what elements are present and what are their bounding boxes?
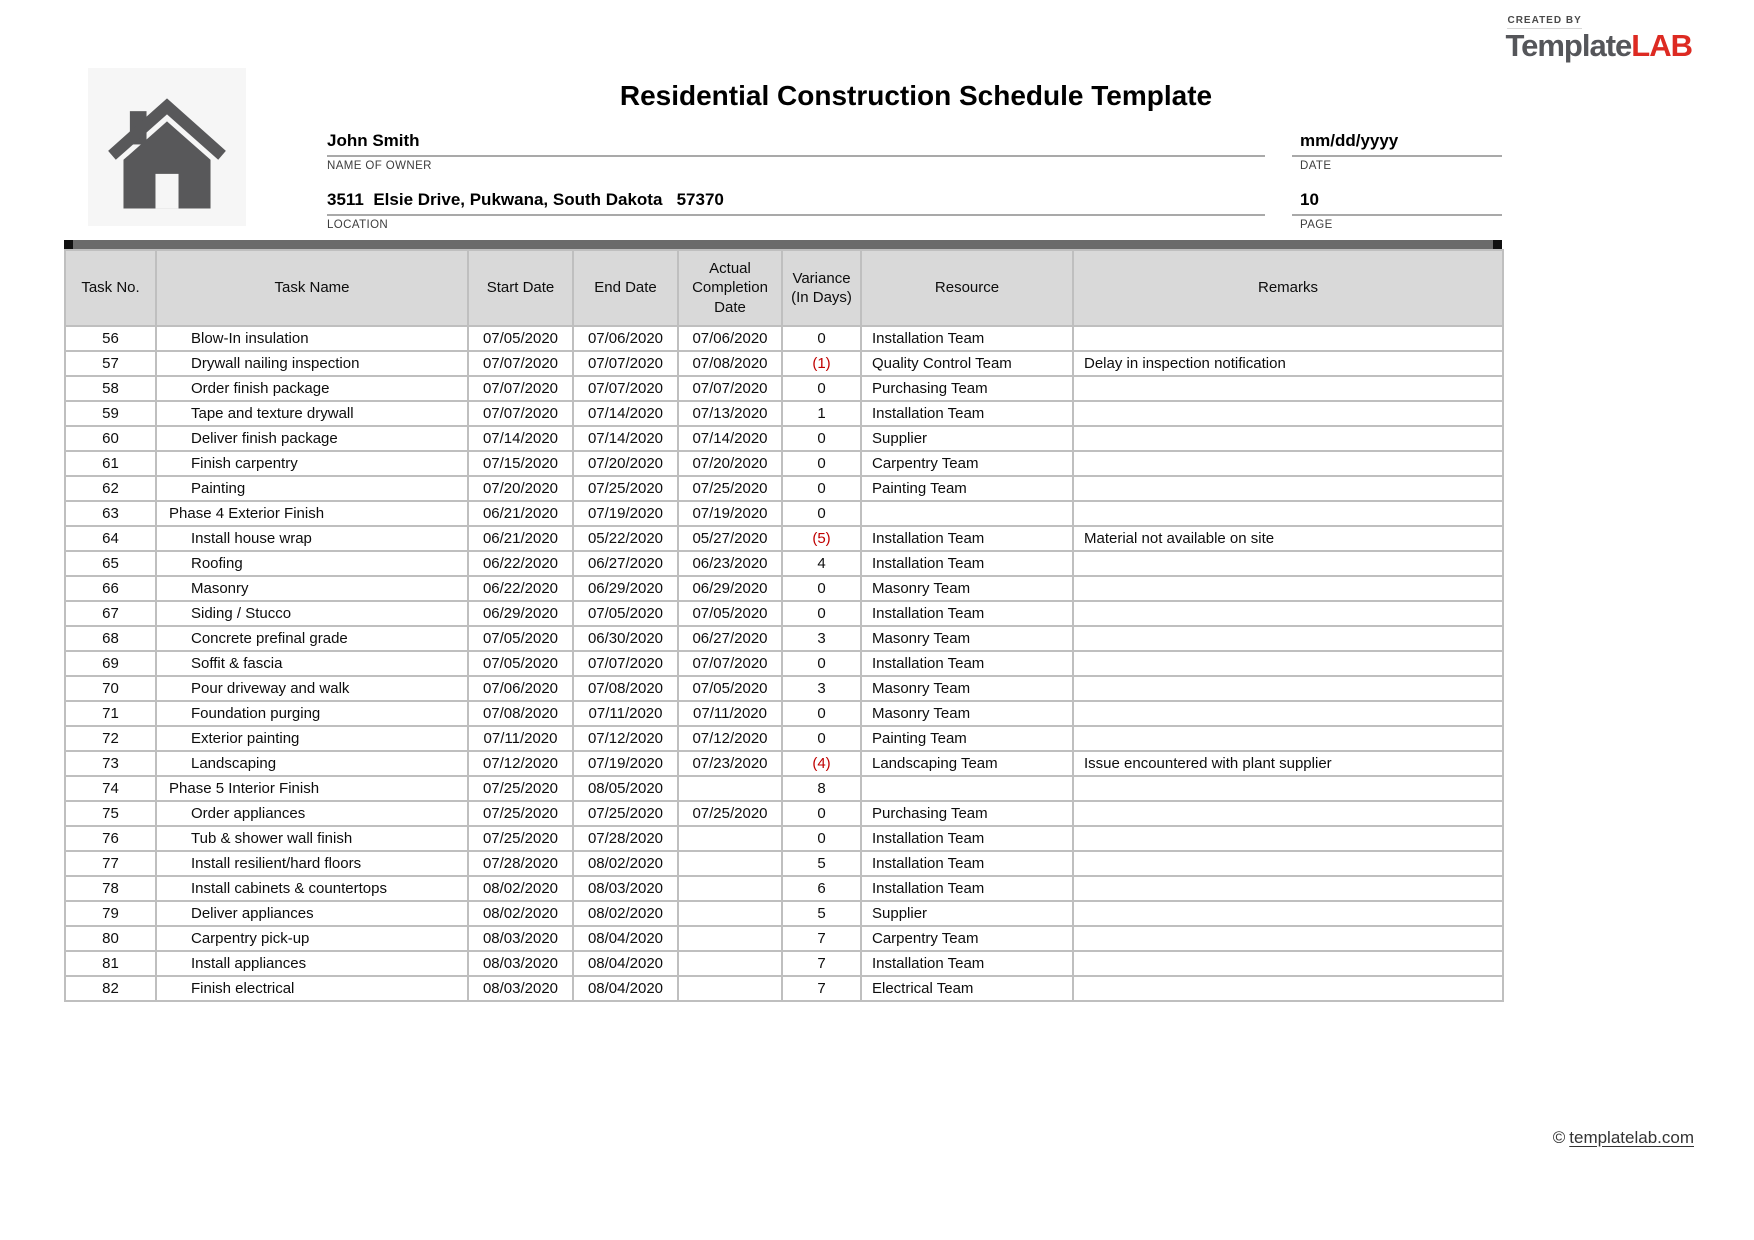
actual-completion-cell: 07/25/2020 [678, 476, 782, 501]
schedule-table-header [65, 250, 1503, 326]
task-no-cell: 81 [65, 951, 156, 976]
variance-cell: 5 [782, 851, 861, 876]
table-top-bar [64, 240, 1502, 249]
actual-completion-cell: 07/25/2020 [678, 801, 782, 826]
variance-cell: 3 [782, 626, 861, 651]
variance-cell: 0 [782, 726, 861, 751]
task-no-cell: 77 [65, 851, 156, 876]
variance-cell: 4 [782, 551, 861, 576]
resource-cell: Installation Team [861, 401, 1073, 426]
task-name-cell: Roofing [156, 551, 468, 576]
remarks-cell [1073, 826, 1503, 851]
actual-completion-cell: 07/12/2020 [678, 726, 782, 751]
variance-cell: (5) [782, 526, 861, 551]
remarks-cell: Delay in inspection notification [1073, 351, 1503, 376]
variance-cell: 0 [782, 576, 861, 601]
owner-label: NAME OF OWNER [327, 160, 432, 172]
remarks-cell [1073, 676, 1503, 701]
task-no-cell: 80 [65, 926, 156, 951]
start-date-cell: 08/02/2020 [468, 901, 573, 926]
remarks-cell [1073, 776, 1503, 801]
task-no-cell: 82 [65, 976, 156, 1001]
variance-cell: 0 [782, 376, 861, 401]
table-row [65, 451, 1503, 476]
remarks-cell [1073, 426, 1503, 451]
house-icon-svg [103, 83, 231, 211]
resource-cell: Quality Control Team [861, 351, 1073, 376]
remarks-cell: Issue encountered with plant supplier [1073, 751, 1503, 776]
end-date-cell: 07/19/2020 [573, 501, 678, 526]
actual-completion-cell: 06/23/2020 [678, 551, 782, 576]
variance-cell: 1 [782, 401, 861, 426]
start-date-cell: 07/07/2020 [468, 376, 573, 401]
task-no-cell: 72 [65, 726, 156, 751]
schedule-table [64, 249, 1504, 1002]
start-date-cell: 06/22/2020 [468, 551, 573, 576]
remarks-cell [1073, 576, 1503, 601]
variance-cell: 0 [782, 451, 861, 476]
remarks-cell: Material not available on site [1073, 526, 1503, 551]
actual-completion-cell: 07/11/2020 [678, 701, 782, 726]
task-name-cell: Carpentry pick-up [156, 926, 468, 951]
start-date-cell: 06/21/2020 [468, 501, 573, 526]
resource-cell [861, 776, 1073, 801]
end-date-cell: 07/19/2020 [573, 751, 678, 776]
actual-completion-cell [678, 776, 782, 801]
remarks-cell [1073, 601, 1503, 626]
task-no-cell: 56 [65, 326, 156, 351]
end-date-cell: 08/02/2020 [573, 901, 678, 926]
task-no-cell: 79 [65, 901, 156, 926]
task-name-cell: Foundation purging [156, 701, 468, 726]
page-title: Residential Construction Schedule Template [619, 80, 1213, 111]
task-name-cell: Install resilient/hard floors [156, 851, 468, 876]
start-date-cell: 06/29/2020 [468, 601, 573, 626]
end-date-cell: 05/22/2020 [573, 526, 678, 551]
table-row [65, 751, 1503, 776]
table-row [65, 776, 1503, 801]
variance-cell: 7 [782, 926, 861, 951]
start-date-cell: 07/25/2020 [468, 776, 573, 801]
date-underline [1292, 155, 1502, 157]
task-no-cell: 68 [65, 626, 156, 651]
remarks-cell [1073, 376, 1503, 401]
variance-cell: 0 [782, 801, 861, 826]
task-no-cell: 75 [65, 801, 156, 826]
task-no-cell: 60 [65, 426, 156, 451]
remarks-cell [1073, 726, 1503, 751]
end-date-cell: 07/07/2020 [573, 351, 678, 376]
task-name-cell: Phase 4 Exterior Finish [156, 501, 468, 526]
start-date-cell: 08/03/2020 [468, 976, 573, 1001]
table-row [65, 501, 1503, 526]
actual-completion-cell: 06/27/2020 [678, 626, 782, 651]
variance-cell: 0 [782, 701, 861, 726]
resource-cell: Carpentry Team [861, 451, 1073, 476]
resource-cell: Landscaping Team [861, 751, 1073, 776]
date-field [1292, 131, 1502, 172]
end-date-cell: 07/28/2020 [573, 826, 678, 851]
task-name-cell: Blow-In insulation [156, 326, 468, 351]
remarks-cell [1073, 326, 1503, 351]
table-row [65, 376, 1503, 401]
resource-cell: Painting Team [861, 726, 1073, 751]
start-date-cell: 06/22/2020 [468, 576, 573, 601]
page-underline [1292, 214, 1502, 216]
table-row [65, 726, 1503, 751]
start-date-cell: 07/05/2020 [468, 651, 573, 676]
actual-completion-cell: 07/14/2020 [678, 426, 782, 451]
table-row [65, 826, 1503, 851]
copyright-symbol: © [1552, 1128, 1566, 1147]
table-row [65, 401, 1503, 426]
variance-cell: 7 [782, 976, 861, 1001]
end-date-cell: 08/03/2020 [573, 876, 678, 901]
task-name-cell: Masonry [156, 576, 468, 601]
task-name-cell: Deliver appliances [156, 901, 468, 926]
end-date-cell: 07/12/2020 [573, 726, 678, 751]
table-row [65, 701, 1503, 726]
variance-cell: (1) [782, 351, 861, 376]
start-date-cell: 07/11/2020 [468, 726, 573, 751]
actual-completion-cell: 07/20/2020 [678, 451, 782, 476]
table-row [65, 476, 1503, 501]
actual-completion-cell: 07/08/2020 [678, 351, 782, 376]
resource-cell: Electrical Team [861, 976, 1073, 1001]
resource-cell: Installation Team [861, 826, 1073, 851]
end-date-cell: 08/04/2020 [573, 951, 678, 976]
table-row [65, 801, 1503, 826]
table-row [65, 851, 1503, 876]
end-date-cell: 07/14/2020 [573, 401, 678, 426]
variance-cell: 5 [782, 901, 861, 926]
variance-cell: 0 [782, 426, 861, 451]
variance-cell: 0 [782, 601, 861, 626]
task-no-cell: 69 [65, 651, 156, 676]
task-name-cell: Concrete prefinal grade [156, 626, 468, 651]
task-no-cell: 73 [65, 751, 156, 776]
resource-cell: Installation Team [861, 851, 1073, 876]
task-name-cell: Order finish package [156, 376, 468, 401]
remarks-cell [1073, 626, 1503, 651]
owner-field [327, 131, 1265, 172]
end-date-cell: 08/04/2020 [573, 926, 678, 951]
actual-completion-cell: 07/05/2020 [678, 601, 782, 626]
resource-cell: Installation Team [861, 951, 1073, 976]
logo-brand-red: LAB [1631, 28, 1692, 63]
remarks-cell [1073, 476, 1503, 501]
end-date-cell: 07/06/2020 [573, 326, 678, 351]
templatelab-logo [1505, 10, 1692, 61]
schedule-table-body [65, 326, 1503, 1001]
remarks-cell [1073, 651, 1503, 676]
task-name-cell: Install appliances [156, 951, 468, 976]
remarks-cell [1073, 976, 1503, 1001]
page-value: 10 [1300, 190, 1319, 209]
task-name-cell: Landscaping [156, 751, 468, 776]
resource-cell [861, 501, 1073, 526]
table-row [65, 551, 1503, 576]
start-date-cell: 07/28/2020 [468, 851, 573, 876]
variance-cell: 0 [782, 651, 861, 676]
task-no-cell: 65 [65, 551, 156, 576]
remarks-cell [1073, 801, 1503, 826]
start-date-cell: 07/05/2020 [468, 326, 573, 351]
table-row [65, 626, 1503, 651]
resource-cell: Installation Team [861, 876, 1073, 901]
location-value: 3511 Elsie Drive, Pukwana, South Dakota 57370 [327, 190, 724, 209]
end-date-cell: 06/29/2020 [573, 576, 678, 601]
end-date-cell: 08/05/2020 [573, 776, 678, 801]
end-date-cell: 07/20/2020 [573, 451, 678, 476]
remarks-cell [1073, 951, 1503, 976]
location-field [327, 190, 1265, 231]
col-header-end-date: End Date [573, 250, 678, 326]
resource-cell: Purchasing Team [861, 801, 1073, 826]
remarks-cell [1073, 851, 1503, 876]
table-row [65, 576, 1503, 601]
table-row [65, 901, 1503, 926]
task-no-cell: 62 [65, 476, 156, 501]
end-date-cell: 07/14/2020 [573, 426, 678, 451]
task-no-cell: 71 [65, 701, 156, 726]
actual-completion-cell: 07/05/2020 [678, 676, 782, 701]
end-date-cell: 07/25/2020 [573, 476, 678, 501]
start-date-cell: 07/12/2020 [468, 751, 573, 776]
variance-cell: 7 [782, 951, 861, 976]
end-date-cell: 08/04/2020 [573, 976, 678, 1001]
task-no-cell: 78 [65, 876, 156, 901]
logo-brand-gray: Template [1505, 28, 1632, 63]
table-row [65, 926, 1503, 951]
resource-cell: Supplier [861, 426, 1073, 451]
remarks-cell [1073, 701, 1503, 726]
date-value: mm/dd/yyyy [1300, 131, 1399, 150]
end-date-cell: 07/05/2020 [573, 601, 678, 626]
task-name-cell: Finish electrical [156, 976, 468, 1001]
actual-completion-cell [678, 826, 782, 851]
start-date-cell: 08/02/2020 [468, 876, 573, 901]
start-date-cell: 07/25/2020 [468, 826, 573, 851]
col-header-task-name: Task Name [156, 250, 468, 326]
actual-completion-cell: 05/27/2020 [678, 526, 782, 551]
house-icon [88, 68, 246, 226]
actual-completion-cell: 07/13/2020 [678, 401, 782, 426]
owner-underline [327, 155, 1265, 157]
col-header-start-date: Start Date [468, 250, 573, 326]
table-row [65, 426, 1503, 451]
start-date-cell: 07/14/2020 [468, 426, 573, 451]
resource-cell: Installation Team [861, 526, 1073, 551]
actual-completion-cell: 07/06/2020 [678, 326, 782, 351]
end-date-cell: 07/07/2020 [573, 376, 678, 401]
task-name-cell: Tape and texture drywall [156, 401, 468, 426]
resource-cell: Installation Team [861, 551, 1073, 576]
start-date-cell: 07/07/2020 [468, 401, 573, 426]
end-date-cell: 07/11/2020 [573, 701, 678, 726]
actual-completion-cell [678, 951, 782, 976]
task-name-cell: Pour driveway and walk [156, 676, 468, 701]
remarks-cell [1073, 451, 1503, 476]
task-name-cell: Order appliances [156, 801, 468, 826]
col-header-resource: Resource [861, 250, 1073, 326]
logo-created-by-label: CREATED BY [1507, 15, 1581, 29]
task-name-cell: Drywall nailing inspection [156, 351, 468, 376]
task-no-cell: 57 [65, 351, 156, 376]
task-name-cell: Exterior painting [156, 726, 468, 751]
task-name-cell: Painting [156, 476, 468, 501]
end-date-cell: 07/08/2020 [573, 676, 678, 701]
remarks-cell [1073, 551, 1503, 576]
resource-cell: Painting Team [861, 476, 1073, 501]
end-date-cell: 06/27/2020 [573, 551, 678, 576]
actual-completion-cell [678, 926, 782, 951]
remarks-cell [1073, 901, 1503, 926]
task-name-cell: Tub & shower wall finish [156, 826, 468, 851]
task-no-cell: 66 [65, 576, 156, 601]
col-header-variance: Variance (In Days) [782, 250, 861, 326]
remarks-cell [1073, 401, 1503, 426]
task-no-cell: 70 [65, 676, 156, 701]
table-row [65, 651, 1503, 676]
table-row [65, 326, 1503, 351]
resource-cell: Supplier [861, 901, 1073, 926]
actual-completion-cell: 07/23/2020 [678, 751, 782, 776]
resource-cell: Purchasing Team [861, 376, 1073, 401]
table-row [65, 976, 1503, 1001]
resource-cell: Masonry Team [861, 676, 1073, 701]
task-no-cell: 74 [65, 776, 156, 801]
resource-cell: Masonry Team [861, 576, 1073, 601]
variance-cell: 0 [782, 826, 861, 851]
end-date-cell: 07/07/2020 [573, 651, 678, 676]
table-row [65, 526, 1503, 551]
actual-completion-cell: 06/29/2020 [678, 576, 782, 601]
start-date-cell: 07/06/2020 [468, 676, 573, 701]
actual-completion-cell [678, 876, 782, 901]
start-date-cell: 07/08/2020 [468, 701, 573, 726]
actual-completion-cell: 07/07/2020 [678, 376, 782, 401]
task-name-cell: Install house wrap [156, 526, 468, 551]
start-date-cell: 08/03/2020 [468, 951, 573, 976]
end-date-cell: 07/25/2020 [573, 801, 678, 826]
task-no-cell: 61 [65, 451, 156, 476]
resource-cell: Installation Team [861, 651, 1073, 676]
table-row [65, 876, 1503, 901]
task-name-cell: Soffit & fascia [156, 651, 468, 676]
logo-brand [1505, 30, 1692, 61]
table-row [65, 351, 1503, 376]
start-date-cell: 06/21/2020 [468, 526, 573, 551]
actual-completion-cell: 07/07/2020 [678, 651, 782, 676]
task-no-cell: 67 [65, 601, 156, 626]
resource-cell: Masonry Team [861, 701, 1073, 726]
task-name-cell: Phase 5 Interior Finish [156, 776, 468, 801]
remarks-cell [1073, 926, 1503, 951]
col-header-actual-completion: Actual Completion Date [678, 250, 782, 326]
task-no-cell: 63 [65, 501, 156, 526]
page-label: PAGE [1300, 219, 1333, 231]
end-date-cell: 06/30/2020 [573, 626, 678, 651]
resource-cell: Masonry Team [861, 626, 1073, 651]
task-no-cell: 76 [65, 826, 156, 851]
variance-cell: 0 [782, 326, 861, 351]
start-date-cell: 07/25/2020 [468, 801, 573, 826]
start-date-cell: 07/20/2020 [468, 476, 573, 501]
task-name-cell: Install cabinets & countertops [156, 876, 468, 901]
remarks-cell [1073, 501, 1503, 526]
variance-cell: 0 [782, 476, 861, 501]
col-header-task-no: Task No. [65, 250, 156, 326]
col-header-remarks: Remarks [1073, 250, 1503, 326]
start-date-cell: 07/07/2020 [468, 351, 573, 376]
task-no-cell: 59 [65, 401, 156, 426]
table-row [65, 601, 1503, 626]
table-row [65, 676, 1503, 701]
page-field [1292, 190, 1502, 231]
start-date-cell: 07/15/2020 [468, 451, 573, 476]
actual-completion-cell: 07/19/2020 [678, 501, 782, 526]
start-date-cell: 07/05/2020 [468, 626, 573, 651]
variance-cell: 0 [782, 501, 861, 526]
actual-completion-cell [678, 901, 782, 926]
task-no-cell: 64 [65, 526, 156, 551]
end-date-cell: 08/02/2020 [573, 851, 678, 876]
task-name-cell: Siding / Stucco [156, 601, 468, 626]
header-row [65, 250, 1503, 326]
resource-cell: Installation Team [861, 326, 1073, 351]
location-underline [327, 214, 1265, 216]
variance-cell: (4) [782, 751, 861, 776]
resource-cell: Installation Team [861, 601, 1073, 626]
date-label: DATE [1300, 160, 1332, 172]
table-row [65, 951, 1503, 976]
owner-value: John Smith [327, 131, 420, 150]
templatelab-link[interactable]: templatelab.com [1569, 1128, 1694, 1147]
variance-cell: 8 [782, 776, 861, 801]
remarks-cell [1073, 876, 1503, 901]
footer [1553, 1128, 1694, 1148]
actual-completion-cell [678, 851, 782, 876]
task-name-cell: Finish carpentry [156, 451, 468, 476]
task-name-cell: Deliver finish package [156, 426, 468, 451]
task-no-cell: 58 [65, 376, 156, 401]
location-label: LOCATION [327, 219, 389, 231]
variance-cell: 3 [782, 676, 861, 701]
resource-cell: Carpentry Team [861, 926, 1073, 951]
actual-completion-cell [678, 976, 782, 1001]
variance-cell: 6 [782, 876, 861, 901]
start-date-cell: 08/03/2020 [468, 926, 573, 951]
